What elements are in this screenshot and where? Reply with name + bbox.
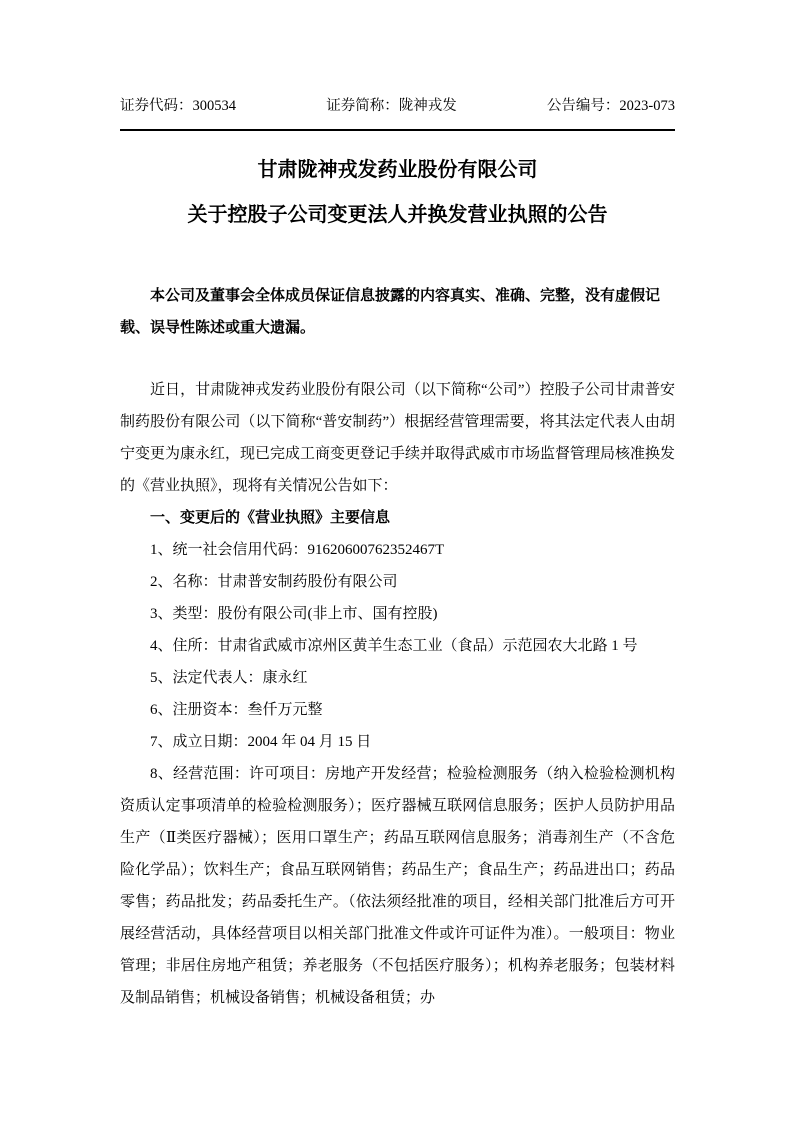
announcement-title: 关于控股子公司变更法人并换发营业执照的公告 bbox=[187, 204, 608, 227]
announcement-number: 公告编号：2023-073 bbox=[546, 98, 675, 114]
list-item-address: 4、住所：甘肃省武威市凉州区黄羊生态工业（食品）示范园农大北路 1 号 bbox=[150, 638, 638, 655]
intro-paragraph: 近日，甘肃陇神戎发药业股份有限公司（以下简称“公司”）控股子公司甘肃普安制药股份有限公司（以下简称“普安制药”）根据经营管理需要，将其法定代表人由胡宁变更为康永红，现已完成工商变更登记手续并取得武威市市场监督管理局核准换发的《营业执照》，现将有关情况公告如下： bbox=[120, 382, 676, 495]
board-statement: 本公司及董事会全体成员保证信息披露的内容真实、准确、完整，没有虚假记载、误导性陈述或重大遗漏。 bbox=[120, 288, 661, 337]
list-item-establish-date: 7、成立日期：2004 年 04 月 15 日 bbox=[150, 734, 372, 751]
header-divider bbox=[120, 129, 675, 131]
section-1-heading: 一、变更后的《营业执照》主要信息 bbox=[150, 510, 391, 527]
list-item-business-scope: 8、经营范围：许可项目：房地产开发经营；检验检测服务（纳入检验检测机构资质认定事项清单的检验检测服务）；医疗器械互联网信息服务；医护人员防护用品生产（Ⅱ类医疗器械）；医用口罩生产；药品互联网信息服务；消毒剂生产（不含危险化学品）；饮料生产；食品互联网销售；药品生产；食品生产；药品进出口；药品零售；药品批发；药品委托生产。（依法须经批准的项目，经相关部门批准后方可开展经营活动，具体经营项目以相关部门批准文件或许可证件为准）。一般项目：物业管理；非居住房地产租赁；养老服务（不包括医疗服务）；机构养老服务；包装材料及制品销售；机械设备销售；机械设备租赁；办 bbox=[120, 766, 675, 1007]
stock-code: 证券代码：300534 bbox=[120, 98, 236, 114]
list-item-type: 3、类型：股份有限公司(非上市、国有控股) bbox=[150, 606, 438, 623]
securities-header bbox=[120, 96, 675, 116]
list-item-name: 2、名称：甘肃普安制药股份有限公司 bbox=[150, 574, 398, 591]
list-item-credit-code: 1、统一社会信用代码：91620600762352467T bbox=[150, 542, 445, 559]
company-title: 甘肃陇神戎发药业股份有限公司 bbox=[257, 159, 538, 182]
list-item-legal-representative: 5、法定代表人：康永红 bbox=[150, 670, 308, 687]
list-item-registered-capital: 6、注册资本：叁仟万元整 bbox=[150, 702, 323, 719]
stock-short-name: 证券简称：陇神戎发 bbox=[326, 98, 457, 114]
